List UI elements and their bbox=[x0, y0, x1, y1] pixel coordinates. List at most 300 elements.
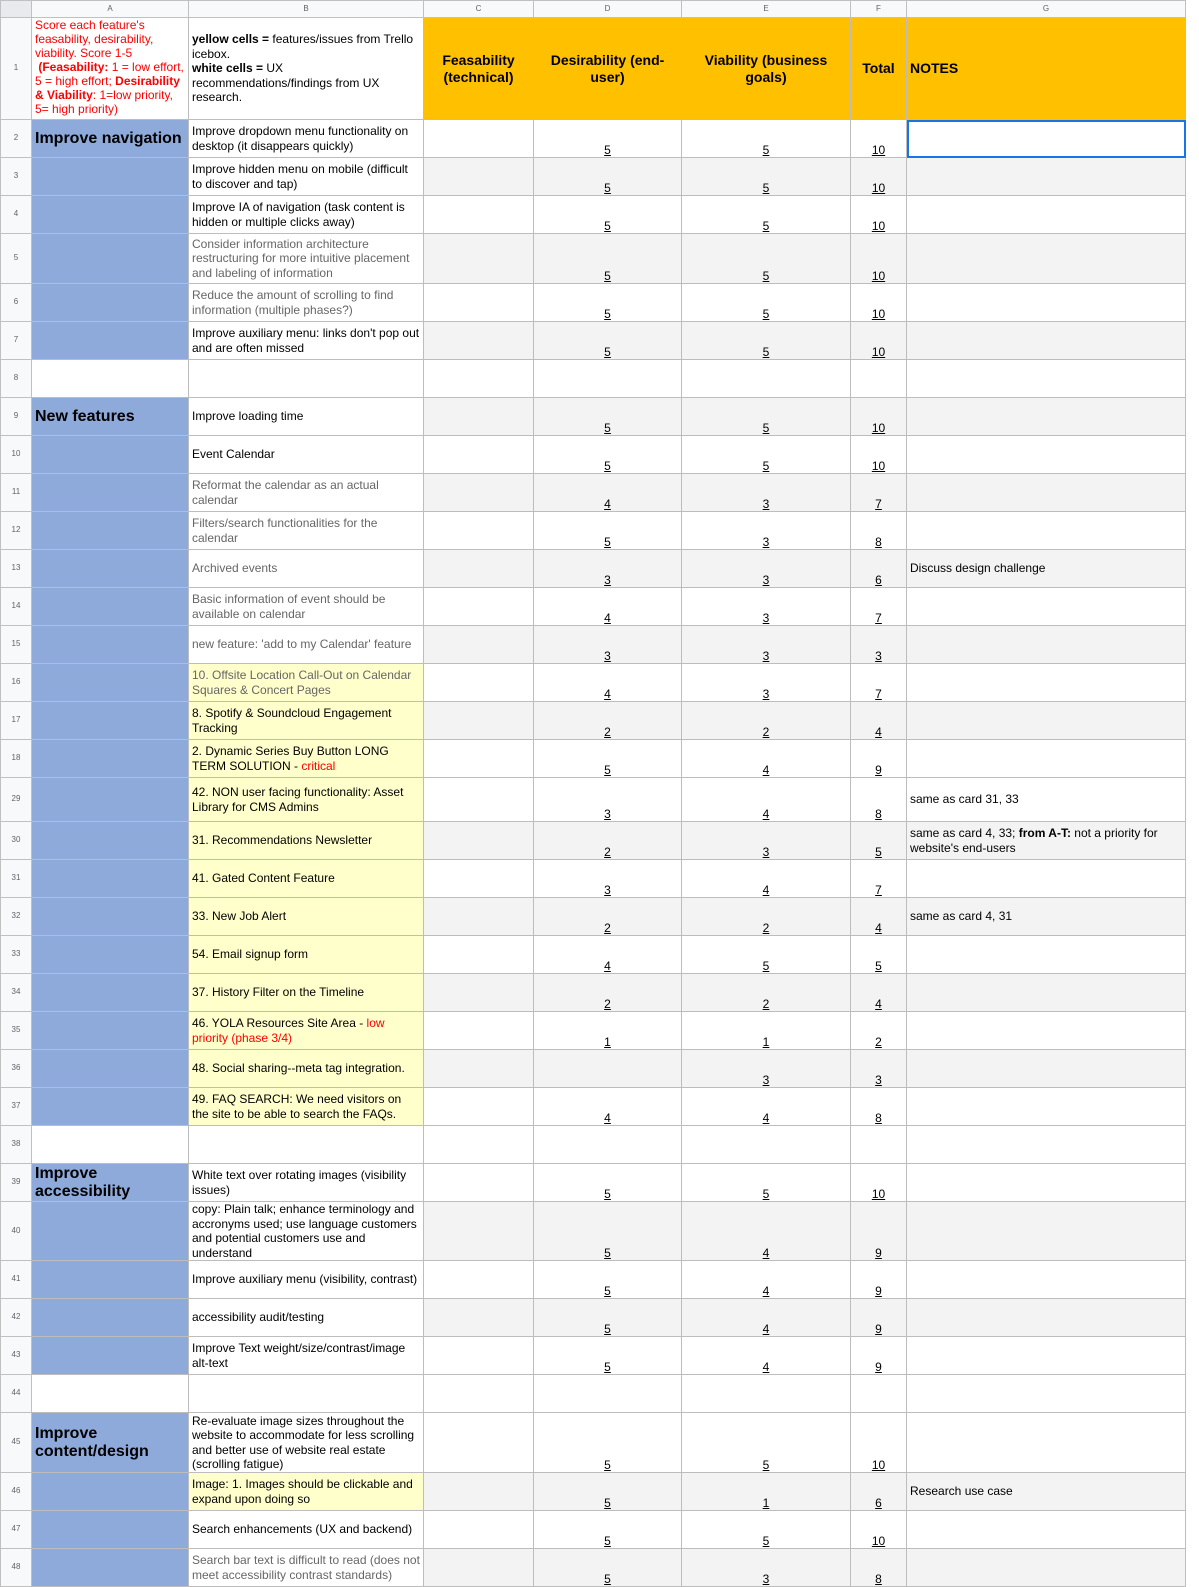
desirability-cell[interactable]: 5 bbox=[534, 1261, 682, 1299]
row-number[interactable]: 18 bbox=[1, 740, 32, 778]
viability-cell[interactable]: 3 bbox=[682, 664, 851, 702]
feasability-cell[interactable] bbox=[424, 550, 534, 588]
category-fill-cell[interactable] bbox=[32, 588, 189, 626]
notes-cell[interactable] bbox=[907, 1473, 1186, 1511]
category-fill-cell[interactable] bbox=[32, 1088, 189, 1126]
total-cell[interactable]: 8 bbox=[851, 1088, 907, 1126]
row-number[interactable]: 46 bbox=[1, 1473, 32, 1511]
notes-cell[interactable] bbox=[907, 1375, 1186, 1413]
total-cell[interactable]: 9 bbox=[851, 740, 907, 778]
desirability-cell[interactable]: 2 bbox=[534, 702, 682, 740]
notes-cell[interactable] bbox=[907, 1050, 1186, 1088]
feasability-cell[interactable] bbox=[424, 740, 534, 778]
feasability-cell[interactable] bbox=[424, 1549, 534, 1587]
feature-cell[interactable] bbox=[189, 974, 424, 1012]
row-number[interactable]: 45 bbox=[1, 1413, 32, 1473]
notes-cell[interactable] bbox=[907, 1337, 1186, 1375]
feature-cell[interactable] bbox=[189, 936, 424, 974]
feasability-cell[interactable] bbox=[424, 898, 534, 936]
category-fill-cell[interactable] bbox=[32, 1473, 189, 1511]
row-number[interactable]: 14 bbox=[1, 588, 32, 626]
feature-cell[interactable] bbox=[189, 702, 424, 740]
feature-cell[interactable] bbox=[189, 778, 424, 822]
category-fill-cell[interactable] bbox=[32, 664, 189, 702]
desirability-cell[interactable]: 2 bbox=[534, 898, 682, 936]
viability-cell[interactable] bbox=[682, 1126, 851, 1164]
desirability-cell[interactable]: 5 bbox=[534, 234, 682, 284]
row-number[interactable]: 34 bbox=[1, 974, 32, 1012]
feasability-cell[interactable] bbox=[424, 936, 534, 974]
feasability-cell[interactable] bbox=[424, 234, 534, 284]
category-fill-cell[interactable] bbox=[32, 626, 189, 664]
desirability-cell[interactable]: 5 bbox=[534, 1202, 682, 1261]
total-cell[interactable]: 2 bbox=[851, 1012, 907, 1050]
feasability-cell[interactable] bbox=[424, 512, 534, 550]
viability-cell[interactable] bbox=[682, 360, 851, 398]
viability-cell[interactable] bbox=[682, 1375, 851, 1413]
feature-cell[interactable] bbox=[189, 234, 424, 284]
row-number[interactable]: 32 bbox=[1, 898, 32, 936]
feature-cell[interactable] bbox=[189, 1261, 424, 1299]
row-number[interactable]: 4 bbox=[1, 196, 32, 234]
desirability-cell[interactable]: 5 bbox=[534, 1299, 682, 1337]
row-number[interactable]: 7 bbox=[1, 322, 32, 360]
category-fill-cell[interactable] bbox=[32, 898, 189, 936]
feature-cell[interactable] bbox=[189, 474, 424, 512]
desirability-cell[interactable]: 2 bbox=[534, 974, 682, 1012]
feature-cell[interactable] bbox=[189, 284, 424, 322]
notes-cell[interactable] bbox=[907, 626, 1186, 664]
category-fill-cell[interactable] bbox=[32, 740, 189, 778]
row-number[interactable]: 16 bbox=[1, 664, 32, 702]
category-fill-cell[interactable] bbox=[32, 1126, 189, 1164]
total-cell[interactable]: 6 bbox=[851, 550, 907, 588]
category-fill-cell[interactable] bbox=[32, 1261, 189, 1299]
category-fill-cell[interactable] bbox=[32, 1012, 189, 1050]
total-cell[interactable]: 7 bbox=[851, 860, 907, 898]
feature-cell[interactable] bbox=[189, 196, 424, 234]
column-header-d[interactable]: D bbox=[534, 1, 682, 18]
category-fill-cell[interactable] bbox=[32, 158, 189, 196]
notes-cell[interactable] bbox=[907, 234, 1186, 284]
feasability-cell[interactable] bbox=[424, 1202, 534, 1261]
feasability-cell[interactable] bbox=[424, 1299, 534, 1337]
feasability-cell[interactable] bbox=[424, 1511, 534, 1549]
selected-notes-cell[interactable] bbox=[907, 120, 1186, 158]
viability-cell[interactable]: 5 bbox=[682, 120, 851, 158]
viability-cell[interactable]: 3 bbox=[682, 512, 851, 550]
category-fill-cell[interactable] bbox=[32, 196, 189, 234]
viability-cell[interactable]: 5 bbox=[682, 1511, 851, 1549]
header-desirability[interactable]: Desirability (end-user) bbox=[534, 18, 682, 120]
total-cell[interactable]: 4 bbox=[851, 702, 907, 740]
viability-cell[interactable]: 4 bbox=[682, 860, 851, 898]
total-cell[interactable]: 6 bbox=[851, 1473, 907, 1511]
category-cell[interactable]: Improve content/design bbox=[32, 1413, 189, 1473]
total-cell[interactable]: 7 bbox=[851, 588, 907, 626]
viability-cell[interactable]: 4 bbox=[682, 740, 851, 778]
desirability-cell[interactable]: 2 bbox=[534, 822, 682, 860]
feasability-cell[interactable] bbox=[424, 1012, 534, 1050]
feasability-cell[interactable] bbox=[424, 778, 534, 822]
feasability-cell[interactable] bbox=[424, 626, 534, 664]
total-cell[interactable]: 10 bbox=[851, 398, 907, 436]
category-fill-cell[interactable] bbox=[32, 474, 189, 512]
desirability-cell[interactable]: 5 bbox=[534, 1549, 682, 1587]
notes-cell[interactable] bbox=[907, 974, 1186, 1012]
notes-cell[interactable] bbox=[907, 512, 1186, 550]
header-feasability[interactable]: Feasability (technical) bbox=[424, 18, 534, 120]
category-fill-cell[interactable] bbox=[32, 778, 189, 822]
desirability-cell[interactable]: 5 bbox=[534, 158, 682, 196]
viability-cell[interactable]: 3 bbox=[682, 550, 851, 588]
feature-cell[interactable] bbox=[189, 360, 424, 398]
viability-cell[interactable]: 4 bbox=[682, 1337, 851, 1375]
row-number[interactable]: 13 bbox=[1, 550, 32, 588]
notes-cell[interactable] bbox=[907, 158, 1186, 196]
row-number[interactable]: 8 bbox=[1, 360, 32, 398]
feature-cell[interactable] bbox=[189, 898, 424, 936]
feasability-cell[interactable] bbox=[424, 360, 534, 398]
column-header-c[interactable]: C bbox=[424, 1, 534, 18]
row-number[interactable]: 43 bbox=[1, 1337, 32, 1375]
notes-cell[interactable] bbox=[907, 898, 1186, 936]
desirability-cell[interactable]: 3 bbox=[534, 860, 682, 898]
feature-cell[interactable] bbox=[189, 1337, 424, 1375]
feasability-cell[interactable] bbox=[424, 860, 534, 898]
viability-cell[interactable]: 5 bbox=[682, 196, 851, 234]
feature-cell[interactable] bbox=[189, 1126, 424, 1164]
viability-cell[interactable]: 5 bbox=[682, 234, 851, 284]
feature-cell[interactable] bbox=[189, 822, 424, 860]
row-number[interactable]: 12 bbox=[1, 512, 32, 550]
feasability-cell[interactable] bbox=[424, 1088, 534, 1126]
total-cell[interactable]: 10 bbox=[851, 1413, 907, 1473]
total-cell[interactable]: 10 bbox=[851, 234, 907, 284]
viability-cell[interactable]: 3 bbox=[682, 474, 851, 512]
feasability-cell[interactable] bbox=[424, 436, 534, 474]
total-cell[interactable]: 7 bbox=[851, 474, 907, 512]
desirability-cell[interactable]: 5 bbox=[534, 1473, 682, 1511]
desirability-cell[interactable] bbox=[534, 1375, 682, 1413]
feasability-cell[interactable] bbox=[424, 1375, 534, 1413]
notes-cell[interactable] bbox=[907, 474, 1186, 512]
feature-cell[interactable] bbox=[189, 1164, 424, 1202]
feature-cell[interactable] bbox=[189, 1012, 424, 1050]
category-fill-cell[interactable] bbox=[32, 436, 189, 474]
row-number[interactable]: 39 bbox=[1, 1164, 32, 1202]
category-fill-cell[interactable] bbox=[32, 1549, 189, 1587]
row-number[interactable]: 30 bbox=[1, 822, 32, 860]
desirability-cell[interactable]: 5 bbox=[534, 398, 682, 436]
row-number[interactable]: 29 bbox=[1, 778, 32, 822]
total-cell[interactable]: 4 bbox=[851, 974, 907, 1012]
total-cell[interactable]: 9 bbox=[851, 1202, 907, 1261]
viability-cell[interactable]: 5 bbox=[682, 398, 851, 436]
row-number[interactable]: 11 bbox=[1, 474, 32, 512]
viability-cell[interactable]: 2 bbox=[682, 702, 851, 740]
feasability-cell[interactable] bbox=[424, 158, 534, 196]
row-number[interactable]: 1 bbox=[1, 18, 32, 120]
notes-cell[interactable] bbox=[907, 1202, 1186, 1261]
notes-cell[interactable] bbox=[907, 322, 1186, 360]
feature-cell[interactable] bbox=[189, 550, 424, 588]
row-number[interactable]: 3 bbox=[1, 158, 32, 196]
total-cell[interactable]: 3 bbox=[851, 626, 907, 664]
category-fill-cell[interactable] bbox=[32, 1050, 189, 1088]
row-number[interactable]: 47 bbox=[1, 1511, 32, 1549]
desirability-cell[interactable]: 3 bbox=[534, 550, 682, 588]
category-fill-cell[interactable] bbox=[32, 822, 189, 860]
category-fill-cell[interactable] bbox=[32, 1337, 189, 1375]
category-fill-cell[interactable] bbox=[32, 702, 189, 740]
feature-cell[interactable] bbox=[189, 1375, 424, 1413]
feature-cell[interactable] bbox=[189, 436, 424, 474]
viability-cell[interactable]: 5 bbox=[682, 322, 851, 360]
viability-cell[interactable]: 4 bbox=[682, 1202, 851, 1261]
feasability-cell[interactable] bbox=[424, 1050, 534, 1088]
notes-cell[interactable] bbox=[907, 550, 1186, 588]
feature-cell[interactable] bbox=[189, 1511, 424, 1549]
desirability-cell[interactable]: 5 bbox=[534, 740, 682, 778]
color-legend-cell[interactable] bbox=[189, 18, 424, 120]
viability-cell[interactable]: 5 bbox=[682, 158, 851, 196]
desirability-cell[interactable]: 5 bbox=[534, 1164, 682, 1202]
feature-cell[interactable] bbox=[189, 1413, 424, 1473]
scoring-instructions-cell[interactable] bbox=[32, 18, 189, 120]
notes-cell[interactable] bbox=[907, 360, 1186, 398]
total-cell[interactable] bbox=[851, 1375, 907, 1413]
desirability-cell[interactable] bbox=[534, 1126, 682, 1164]
feature-cell[interactable] bbox=[189, 1549, 424, 1587]
total-cell[interactable] bbox=[851, 1126, 907, 1164]
row-number[interactable]: 2 bbox=[1, 120, 32, 158]
desirability-cell[interactable]: 5 bbox=[534, 120, 682, 158]
category-fill-cell[interactable] bbox=[32, 234, 189, 284]
notes-cell[interactable] bbox=[907, 398, 1186, 436]
row-number[interactable]: 17 bbox=[1, 702, 32, 740]
row-number[interactable]: 9 bbox=[1, 398, 32, 436]
feature-cell[interactable] bbox=[189, 1088, 424, 1126]
notes-cell[interactable] bbox=[907, 196, 1186, 234]
desirability-cell[interactable]: 5 bbox=[534, 196, 682, 234]
total-cell[interactable]: 10 bbox=[851, 1164, 907, 1202]
total-cell[interactable] bbox=[851, 360, 907, 398]
feasability-cell[interactable] bbox=[424, 588, 534, 626]
viability-cell[interactable]: 3 bbox=[682, 626, 851, 664]
viability-cell[interactable]: 4 bbox=[682, 778, 851, 822]
feature-cell[interactable] bbox=[189, 120, 424, 158]
feature-cell[interactable] bbox=[189, 664, 424, 702]
desirability-cell[interactable]: 5 bbox=[534, 436, 682, 474]
feature-cell[interactable] bbox=[189, 626, 424, 664]
desirability-cell[interactable]: 5 bbox=[534, 284, 682, 322]
category-fill-cell[interactable] bbox=[32, 1375, 189, 1413]
notes-cell[interactable] bbox=[907, 284, 1186, 322]
total-cell[interactable]: 5 bbox=[851, 936, 907, 974]
category-fill-cell[interactable] bbox=[32, 974, 189, 1012]
feasability-cell[interactable] bbox=[424, 322, 534, 360]
feasability-cell[interactable] bbox=[424, 1337, 534, 1375]
total-cell[interactable]: 8 bbox=[851, 1549, 907, 1587]
feasability-cell[interactable] bbox=[424, 398, 534, 436]
notes-cell[interactable] bbox=[907, 702, 1186, 740]
category-fill-cell[interactable] bbox=[32, 512, 189, 550]
total-cell[interactable]: 10 bbox=[851, 436, 907, 474]
total-cell[interactable]: 10 bbox=[851, 158, 907, 196]
row-number[interactable]: 37 bbox=[1, 1088, 32, 1126]
desirability-cell[interactable]: 1 bbox=[534, 1012, 682, 1050]
total-cell[interactable]: 8 bbox=[851, 512, 907, 550]
row-number[interactable]: 35 bbox=[1, 1012, 32, 1050]
feasability-cell[interactable] bbox=[424, 974, 534, 1012]
viability-cell[interactable]: 3 bbox=[682, 588, 851, 626]
desirability-cell[interactable]: 4 bbox=[534, 588, 682, 626]
notes-cell[interactable] bbox=[907, 1126, 1186, 1164]
desirability-cell[interactable]: 4 bbox=[534, 664, 682, 702]
viability-cell[interactable]: 3 bbox=[682, 1549, 851, 1587]
notes-cell[interactable] bbox=[907, 740, 1186, 778]
total-cell[interactable]: 10 bbox=[851, 322, 907, 360]
feasability-cell[interactable] bbox=[424, 664, 534, 702]
feature-cell[interactable] bbox=[189, 1473, 424, 1511]
header-viability[interactable]: Viability (business goals) bbox=[682, 18, 851, 120]
notes-cell[interactable] bbox=[907, 664, 1186, 702]
column-header-b[interactable]: B bbox=[189, 1, 424, 18]
feature-cell[interactable] bbox=[189, 860, 424, 898]
desirability-cell[interactable]: 4 bbox=[534, 1088, 682, 1126]
column-header-g[interactable]: G bbox=[907, 1, 1186, 18]
category-cell[interactable]: Improve navigation bbox=[32, 120, 189, 158]
column-header-a[interactable]: A bbox=[32, 1, 189, 18]
feature-cell[interactable] bbox=[189, 158, 424, 196]
viability-cell[interactable]: 5 bbox=[682, 284, 851, 322]
viability-cell[interactable]: 2 bbox=[682, 898, 851, 936]
desirability-cell[interactable]: 5 bbox=[534, 1511, 682, 1549]
row-number[interactable]: 5 bbox=[1, 234, 32, 284]
total-cell[interactable]: 10 bbox=[851, 1511, 907, 1549]
total-cell[interactable]: 9 bbox=[851, 1299, 907, 1337]
feasability-cell[interactable] bbox=[424, 284, 534, 322]
row-number[interactable]: 38 bbox=[1, 1126, 32, 1164]
notes-cell[interactable] bbox=[907, 822, 1186, 860]
notes-cell[interactable] bbox=[907, 588, 1186, 626]
feasability-cell[interactable] bbox=[424, 822, 534, 860]
column-header-e[interactable]: E bbox=[682, 1, 851, 18]
viability-cell[interactable]: 4 bbox=[682, 1088, 851, 1126]
desirability-cell[interactable]: 4 bbox=[534, 936, 682, 974]
desirability-cell[interactable]: 3 bbox=[534, 626, 682, 664]
notes-cell[interactable] bbox=[907, 436, 1186, 474]
row-number[interactable]: 48 bbox=[1, 1549, 32, 1587]
feature-cell[interactable] bbox=[189, 322, 424, 360]
category-cell[interactable]: Improve accessibility bbox=[32, 1164, 189, 1202]
feature-cell[interactable] bbox=[189, 1202, 424, 1261]
viability-cell[interactable]: 3 bbox=[682, 822, 851, 860]
notes-cell[interactable] bbox=[907, 1012, 1186, 1050]
viability-cell[interactable]: 5 bbox=[682, 436, 851, 474]
feasability-cell[interactable] bbox=[424, 474, 534, 512]
desirability-cell[interactable]: 4 bbox=[534, 474, 682, 512]
category-fill-cell[interactable] bbox=[32, 1299, 189, 1337]
feature-cell[interactable] bbox=[189, 1050, 424, 1088]
column-header-f[interactable]: F bbox=[851, 1, 907, 18]
row-number[interactable]: 42 bbox=[1, 1299, 32, 1337]
total-cell[interactable]: 9 bbox=[851, 1337, 907, 1375]
desirability-cell[interactable]: 5 bbox=[534, 1337, 682, 1375]
header-notes[interactable]: NOTES bbox=[907, 18, 1186, 120]
viability-cell[interactable]: 5 bbox=[682, 936, 851, 974]
notes-cell[interactable] bbox=[907, 1299, 1186, 1337]
category-fill-cell[interactable] bbox=[32, 936, 189, 974]
feature-cell[interactable] bbox=[189, 588, 424, 626]
row-number[interactable]: 41 bbox=[1, 1261, 32, 1299]
total-cell[interactable]: 10 bbox=[851, 284, 907, 322]
desirability-cell[interactable] bbox=[534, 360, 682, 398]
desirability-cell[interactable]: 5 bbox=[534, 322, 682, 360]
desirability-cell[interactable]: 5 bbox=[534, 512, 682, 550]
total-cell[interactable]: 10 bbox=[851, 120, 907, 158]
viability-cell[interactable]: 3 bbox=[682, 1050, 851, 1088]
feasability-cell[interactable] bbox=[424, 1126, 534, 1164]
notes-cell[interactable] bbox=[907, 1261, 1186, 1299]
total-cell[interactable]: 4 bbox=[851, 898, 907, 936]
category-fill-cell[interactable] bbox=[32, 550, 189, 588]
total-cell[interactable]: 5 bbox=[851, 822, 907, 860]
category-cell[interactable]: New features bbox=[32, 398, 189, 436]
desirability-cell[interactable]: 5 bbox=[534, 1413, 682, 1473]
feature-cell[interactable] bbox=[189, 1299, 424, 1337]
notes-cell[interactable] bbox=[907, 936, 1186, 974]
notes-cell[interactable] bbox=[907, 1511, 1186, 1549]
viability-cell[interactable]: 4 bbox=[682, 1299, 851, 1337]
category-fill-cell[interactable] bbox=[32, 1511, 189, 1549]
notes-cell[interactable] bbox=[907, 778, 1186, 822]
notes-cell[interactable] bbox=[907, 1088, 1186, 1126]
feasability-cell[interactable] bbox=[424, 1164, 534, 1202]
row-number[interactable]: 6 bbox=[1, 284, 32, 322]
row-number[interactable]: 44 bbox=[1, 1375, 32, 1413]
row-number[interactable]: 36 bbox=[1, 1050, 32, 1088]
total-cell[interactable]: 3 bbox=[851, 1050, 907, 1088]
row-number[interactable]: 40 bbox=[1, 1202, 32, 1261]
feasability-cell[interactable] bbox=[424, 1261, 534, 1299]
category-fill-cell[interactable] bbox=[32, 322, 189, 360]
row-number[interactable]: 15 bbox=[1, 626, 32, 664]
notes-cell[interactable] bbox=[907, 860, 1186, 898]
feature-cell[interactable] bbox=[189, 740, 424, 778]
feasability-cell[interactable] bbox=[424, 196, 534, 234]
notes-cell[interactable] bbox=[907, 1549, 1186, 1587]
viability-cell[interactable]: 2 bbox=[682, 974, 851, 1012]
feature-cell[interactable] bbox=[189, 398, 424, 436]
category-fill-cell[interactable] bbox=[32, 1202, 189, 1261]
notes-cell[interactable] bbox=[907, 1413, 1186, 1473]
viability-cell[interactable]: 1 bbox=[682, 1473, 851, 1511]
row-number[interactable]: 33 bbox=[1, 936, 32, 974]
total-cell[interactable]: 9 bbox=[851, 1261, 907, 1299]
row-number[interactable]: 31 bbox=[1, 860, 32, 898]
desirability-cell[interactable]: 3 bbox=[534, 778, 682, 822]
category-fill-cell[interactable] bbox=[32, 284, 189, 322]
feasability-cell[interactable] bbox=[424, 1473, 534, 1511]
viability-cell[interactable]: 1 bbox=[682, 1012, 851, 1050]
viability-cell[interactable]: 5 bbox=[682, 1164, 851, 1202]
row-number[interactable]: 10 bbox=[1, 436, 32, 474]
feasability-cell[interactable] bbox=[424, 702, 534, 740]
desirability-cell[interactable] bbox=[534, 1050, 682, 1088]
viability-cell[interactable]: 5 bbox=[682, 1413, 851, 1473]
